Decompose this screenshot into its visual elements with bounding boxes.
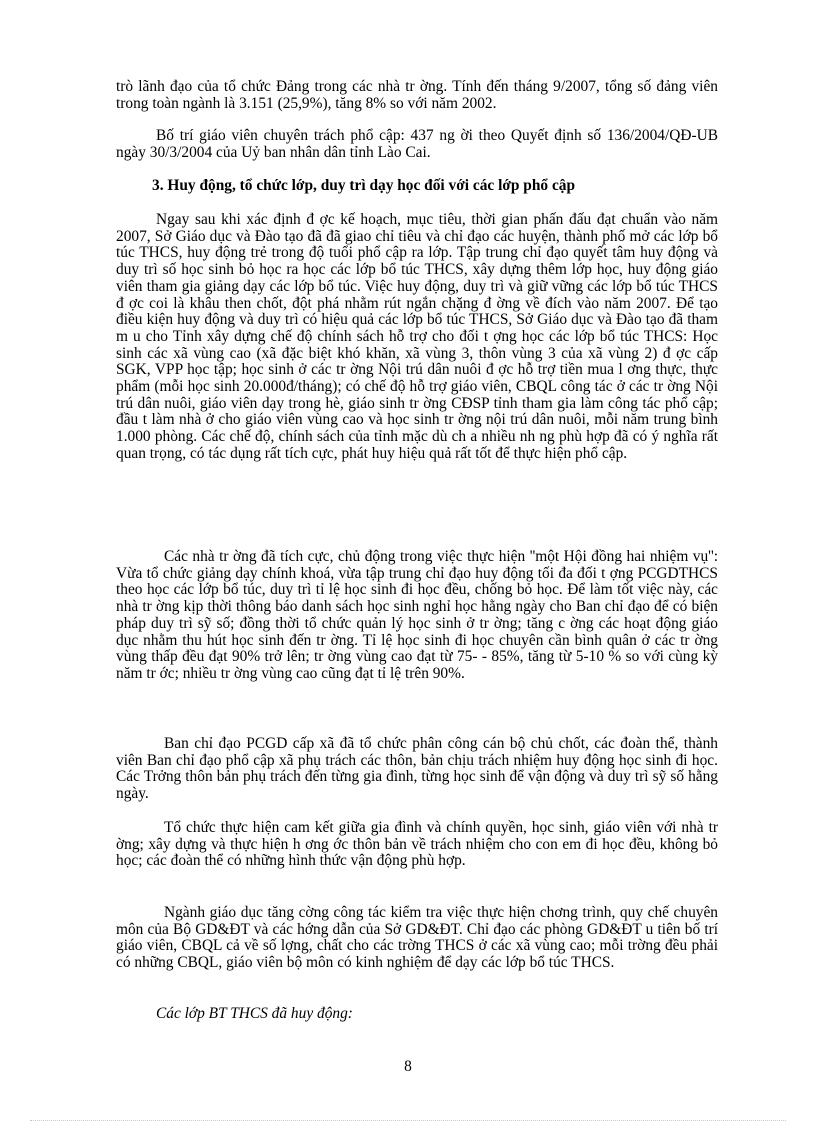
paragraph-mobilization-plan: Ngay sau khi xác định đ ợc kế hoạch, mục tiêu, thời gian phấn đấu đạt chuẩn vào năm 2007, Sở Giáo dục và Đào tạo đã đã giao chỉ tiêu và chỉ đạo các huyện, thành phố mở các lớp bổ túc THCS, huy động trẻ trong độ tuổi phổ cập ra lớp. Tập trung chỉ đạo quyết tâm huy động và duy trì số học sinh bỏ học ra học các lớp bổ túc THCS, xây dựng thêm lớp học, huy động giáo viên tham gia giảng dạy các lớp bổ túc. Việc huy động, duy trì và giữ vững các lớp bổ túc THCS đ ợc coi là khâu then chốt, đột phá nhằm rút ngắn chặng đ ờng về đích vào năm 2007. Để tạo điều kiện huy động và duy trì có hiệu quả các lớp bổ túc THCS, Sở Giáo dục và Đào tạo đã tham m u cho Tỉnh xây dựng chế độ chính sách hỗ trợ cho đối t ợng học các lớp bổ túc THCS: Học sinh các xã vùng cao (xã đặc biệt khó khăn, xã vùng 3, thôn vùng 3 của xã vùng 2) đ ợc cấp SGK, VPP học tập; học sinh ở các tr ờng Nội trú dân nuôi đ ợc hỗ trợ tiền mua l ơng thực, thực phẩm (mỗi học sinh 20.000đ/tháng); có chế độ hỗ trợ giáo viên, CBQL công tác ở các tr ờng Nội trú dân nuôi, giáo viên dạy trong hè, giáo sinh tr ờng CĐSP tỉnh tham gia làm công tác phổ cập; đầu t làm nhà ở cho giáo viên vùng cao và học sinh tr ờng nội trú dân nuôi, mỗi năm trung bình 1.000 phòng. Các chế độ, chính sách của tỉnh mặc dù ch a nhiều nh ng phù hợp đã có ý nghĩa rất quan trọng, có tác dụng rất tích cực, phát huy hiệu quả rất tốt để thực hiện phổ cập. <box>116 211 718 462</box>
paragraph-party-members: trò lãnh đạo của tổ chức Đảng trong các nhà tr ờng. Tính đến tháng 9/2007, tổng số đảng viên trong toàn ngành là 3.151 (25,9%), tăng 8% so với năm 2002. <box>116 78 718 112</box>
paragraph-family-commitment: Tổ chức thực hiện cam kết giữa gia đình và chính quyền, học sinh, giáo viên với nhà tr ờng; xây dựng và thực hiện h ơng ớc thôn bản về trách nhiệm cho con em đi học đều, không bỏ học; các đoàn thể có những hình thức vận động phù hợp. <box>116 819 718 870</box>
paragraph-inspection: Ngành giáo dục tăng cờng công tác kiểm tra việc thực hiện chơng trình, quy chế chuyên môn của Bộ GD&ĐT và các hớng dẫn của Sở GD&ĐT. Chỉ đạo các phòng GD&ĐT u tiên bố trí giáo viên, CBQL cả về số lợng, chất cho các trờng THCS ở các xã vùng cao; mỗi trờng đều phải có những CBQL, giáo viên bộ môn có kinh nghiệm để dạy các lớp bổ túc THCS. <box>116 904 718 972</box>
paragraph-schools-duties: Các nhà tr ờng đã tích cực, chủ động trong việc thực hiện ''một Hội đồng hai nhiệm vụ'': Vừa tổ chức giảng dạy chính khoá, vừa tập trung chỉ đạo huy động tối đa đối t ợng PCGDTHCS theo học các lớp bổ túc, duy trì tỉ lệ học sinh đi học đều, chống bỏ học. Để làm tốt việc này, các nhà tr ờng kịp thời thông báo danh sách học sinh nghỉ học hằng ngày cho Ban chỉ đạo để có biện pháp duy trì sỹ số; đồng thời tổ chức quản lý học sinh ở tr ờng; tăng c ờng các hoạt động giáo dục nhằm thu hút học sinh đến tr ờng. Tỉ lệ học sinh đi học chuyên cần bình quân ở các tr ờng vùng thấp đều đạt 90% trở lên; tr ờng vùng cao đạt từ 75- - 85%, tăng từ 5-10 % so với cùng kỳ năm tr ớc; nhiều tr ờng vùng cao cũng đạt tỉ lệ trên 90%. <box>116 548 718 682</box>
paragraph-commune-steering: Ban chỉ đạo PCGD cấp xã đã tổ chức phân công cán bộ chủ chốt, các đoàn thể, thành viên Ban chỉ đạo phổ cập xã phụ trách các thôn, bản chịu trách nhiệm huy động học sinh đi học. Các Trởng thôn bản phụ trách đến từng gia đình, từng học sinh để vận động và duy trì sỹ số hằng ngày. <box>116 735 718 803</box>
paragraph-specialist-teachers: Bố trí giáo viên chuyên trách phổ cập: 437 ng ời theo Quyết định số 136/2004/QĐ-UB ngày 30/3/2004 của Uỷ ban nhân dân tỉnh Lào Cai. <box>116 127 718 161</box>
footer-divider <box>30 1120 786 1121</box>
classes-mobilized-label: Các lớp BT THCS đã huy động: <box>156 1005 353 1022</box>
section-heading-3: 3. Huy động, tổ chức lớp, duy trì dạy học đối với các lớp phổ cập <box>152 177 576 194</box>
page-number: 8 <box>404 1058 412 1075</box>
